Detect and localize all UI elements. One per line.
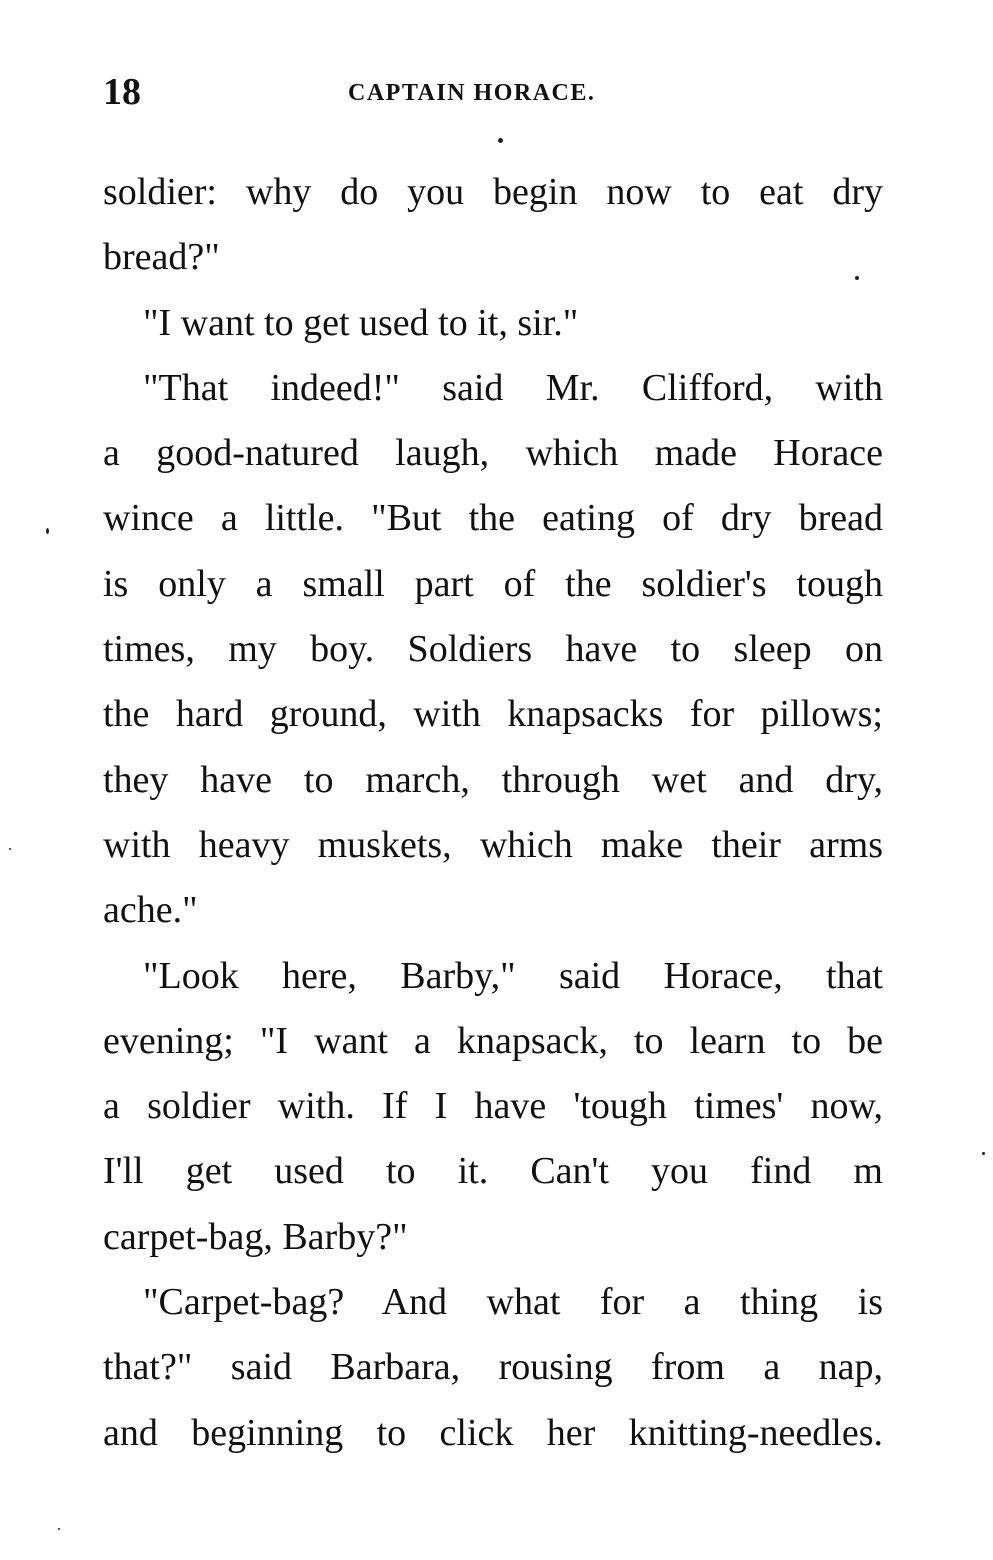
scan-speck [498, 138, 503, 143]
text-line: "That indeed!" said Mr. Clifford, with [143, 366, 883, 409]
scan-speck [855, 276, 859, 280]
text-line: ache." [103, 889, 198, 932]
text-line: evening; "I want a knapsack, to learn to be [103, 1019, 883, 1062]
text-line: and beginning to click her knitting-needles. [103, 1411, 883, 1454]
scan-speck [46, 528, 49, 534]
text-line: wince a little. "But the eating of dry bread [103, 497, 883, 540]
text-line: carpet-bag, Barby?" [103, 1215, 408, 1258]
text-line: "Carpet-bag? And what for a thing is [143, 1281, 883, 1324]
body-text [103, 160, 883, 1466]
text-line: with heavy muskets, which make their arms [103, 823, 883, 866]
text-line: that?" said Barbara, rousing from a nap, [103, 1346, 883, 1389]
text-line: times, my boy. Soldiers have to sleep on [103, 628, 883, 671]
scan-speck [982, 1152, 985, 1155]
text-line: "I want to get used to it, sir." [143, 301, 579, 344]
scan-speck [9, 848, 11, 850]
text-line: the hard ground, with knapsacks for pillows; [103, 693, 883, 736]
scan-speck [58, 1528, 60, 1530]
text-line: bread?" [103, 236, 220, 279]
text-line: a soldier with. If I have 'tough times' now, [103, 1085, 883, 1128]
text-line: "Look here, Barby," said Horace, that [143, 954, 883, 997]
page-number: 18 [103, 71, 141, 113]
text-line: they have to march, through wet and dry, [103, 758, 883, 801]
text-line: a good-natured laugh, which made Horace [103, 432, 883, 475]
page-header [103, 70, 883, 120]
running-head: CAPTAIN HORACE. [348, 80, 596, 106]
text-line: soldier: why do you begin now to eat dry [103, 171, 883, 213]
text-line: is only a small part of the soldier's tough [103, 562, 883, 605]
text-line: I'll get used to it. Can't you find m [103, 1150, 883, 1193]
